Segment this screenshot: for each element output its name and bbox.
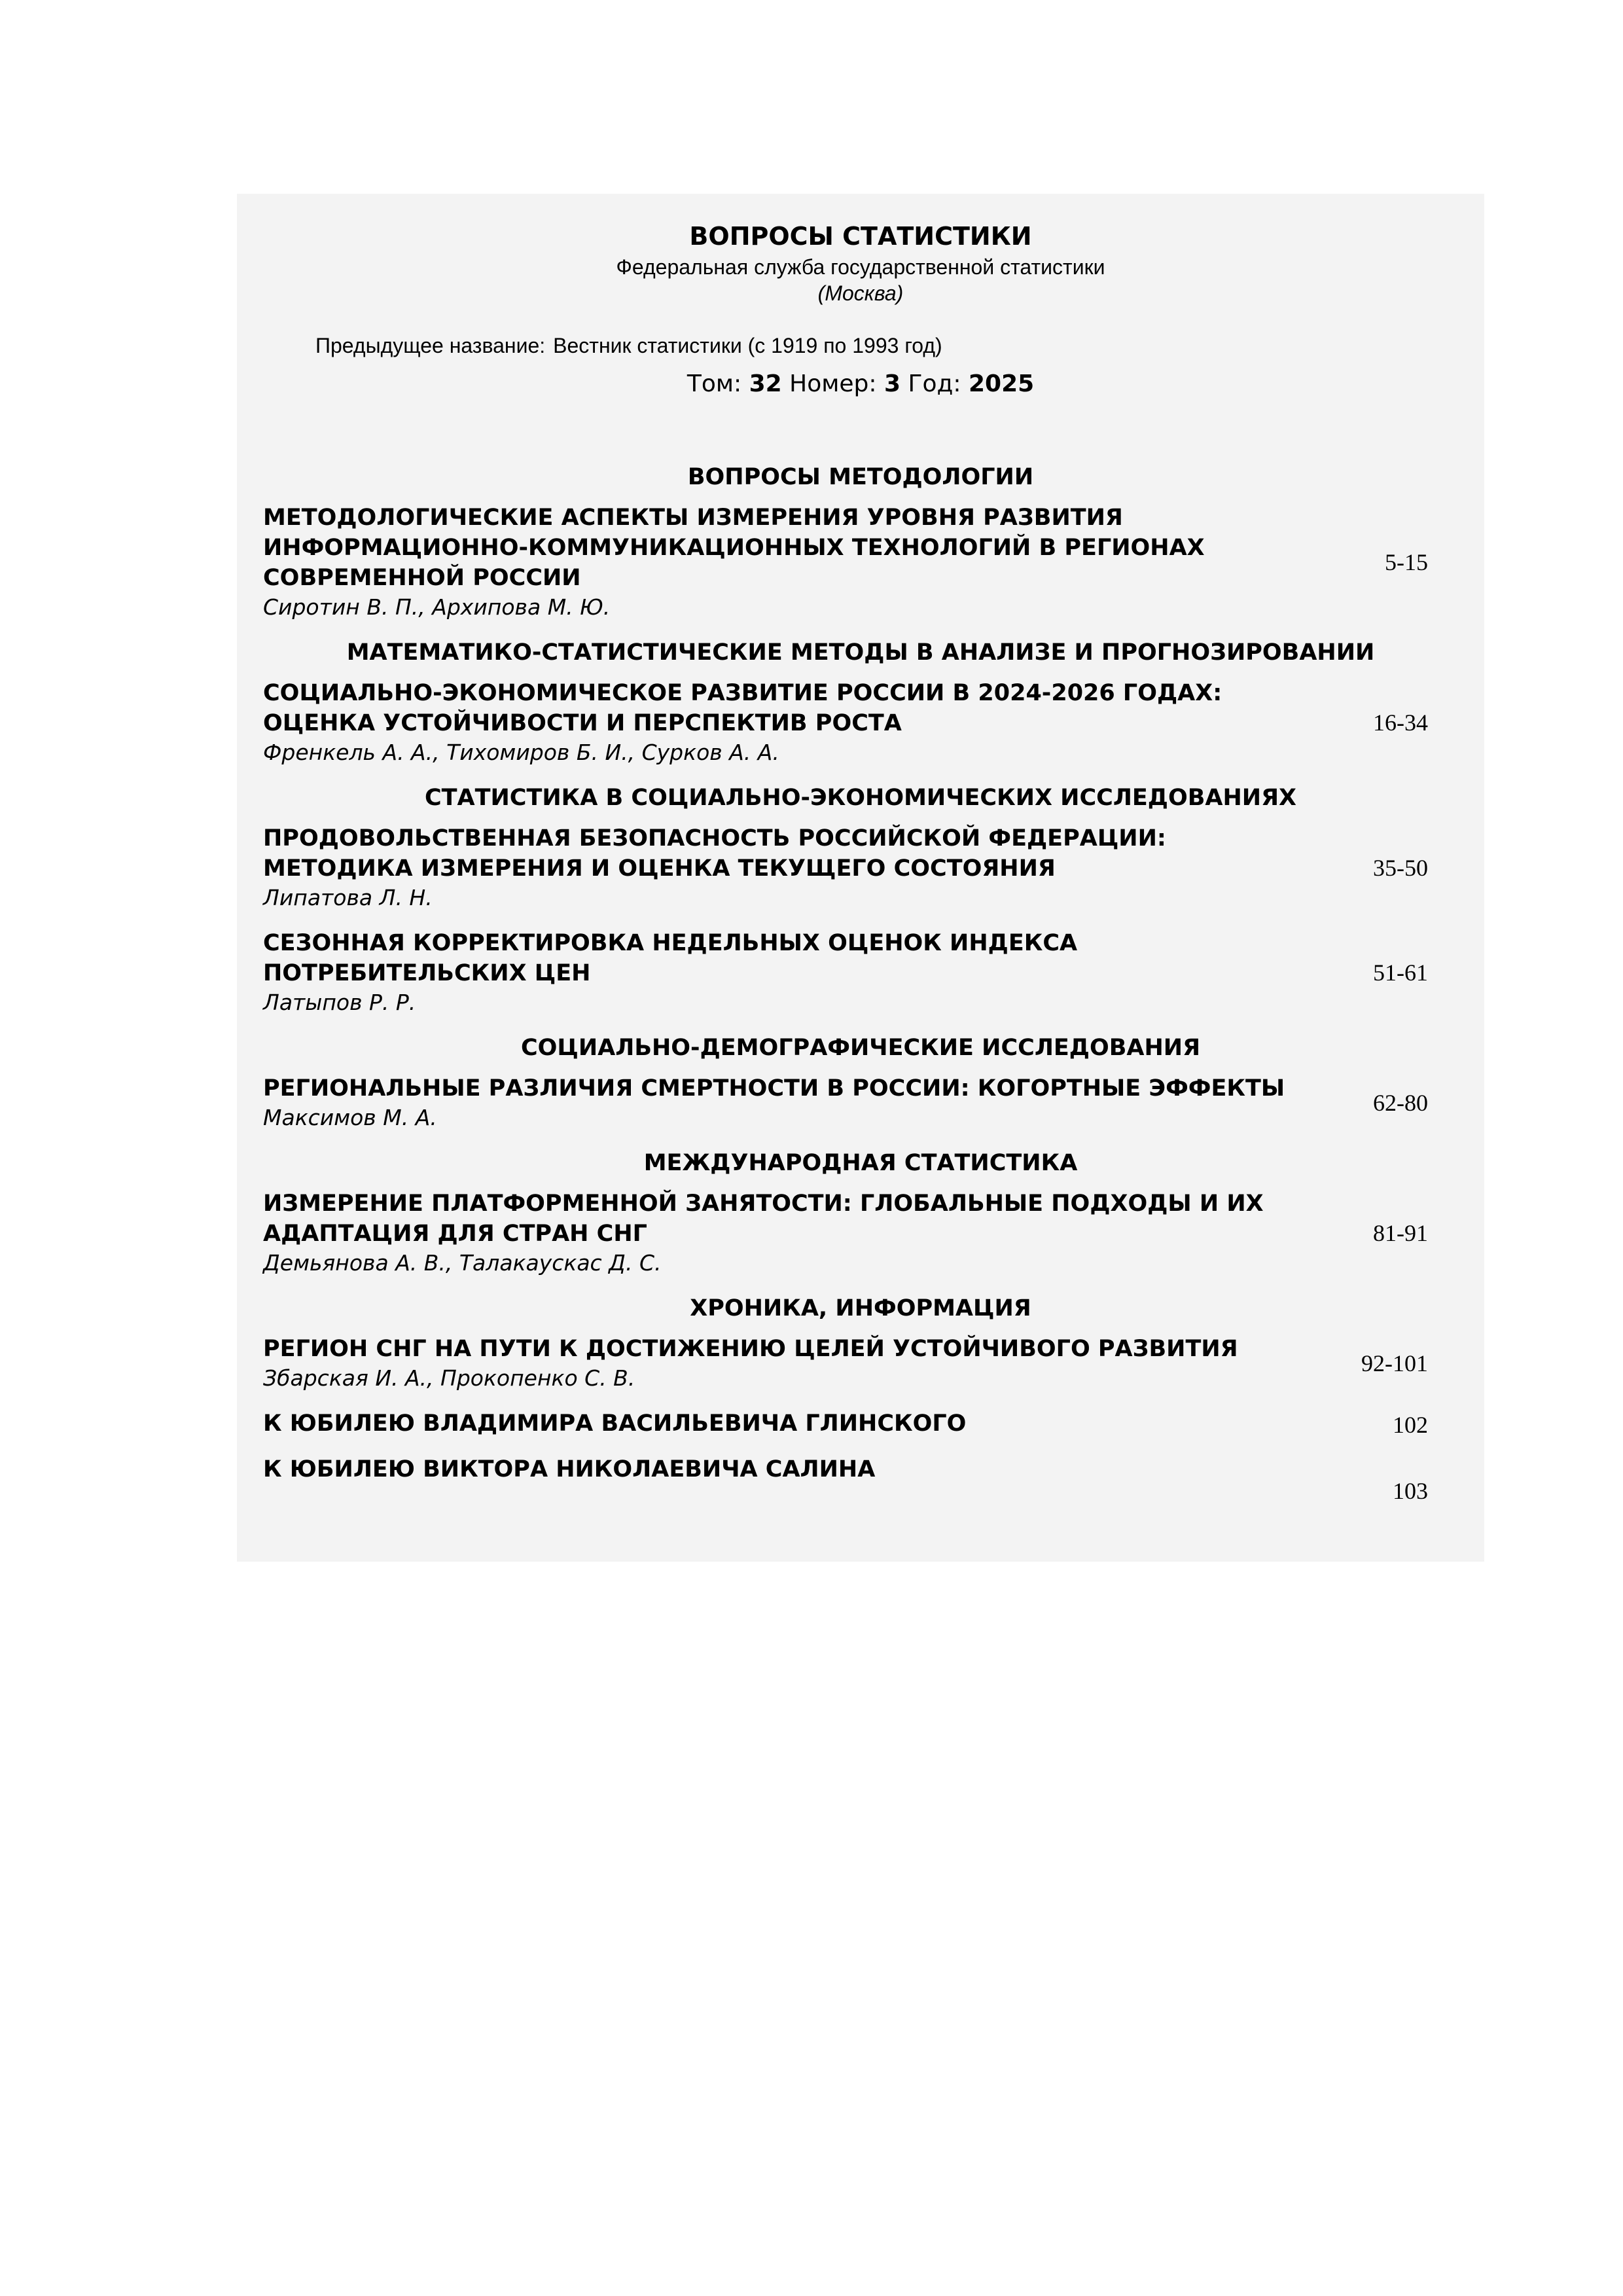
previous-name-label: Предыдущее название:	[315, 334, 546, 357]
previous-name	[315, 332, 942, 359]
section-heading: ХРОНИКА, ИНФОРМАЦИЯ	[690, 1295, 1031, 1321]
toc-entry[interactable]	[263, 1334, 1458, 1393]
article-pages: 51-61	[1373, 960, 1428, 986]
article-title[interactable]: ПРОДОВОЛЬСТВЕННАЯ БЕЗОПАСНОСТЬ РОССИЙСКОЙ ФЕДЕРАЦИИ: МЕТОДИКА ИЗМЕРЕНИЯ И ОЦЕНКА ТЕКУЩЕГО СОСТОЯНИЯ	[263, 825, 1166, 882]
article-authors: Максимов М. А.	[263, 1105, 437, 1130]
article-pages: 103	[1393, 1478, 1428, 1504]
toc-entry[interactable]	[263, 1408, 1458, 1439]
toc-entry[interactable]	[263, 503, 1458, 622]
journal-contents-panel	[237, 194, 1484, 1562]
article-pages: 102	[1393, 1412, 1428, 1439]
article-authors: Френкель А. А., Тихомиров Б. И., Сурков А. А.	[263, 740, 779, 765]
article-authors: Латыпов Р. Р.	[263, 990, 416, 1015]
section-heading: МАТЕМАТИКО-СТАТИСТИЧЕСКИЕ МЕТОДЫ В АНАЛИЗЕ И ПРОГНОЗИРОВАНИИ	[346, 639, 1375, 666]
year-value: 2025	[968, 370, 1035, 397]
toc-entry[interactable]	[263, 928, 1458, 1017]
publisher-city: (Москва)	[817, 281, 904, 305]
previous-name-value: Вестник статистики (с 1919 по 1993 год)	[553, 334, 942, 357]
article-pages: 62-80	[1373, 1090, 1428, 1116]
toc-entry[interactable]	[263, 678, 1458, 767]
publisher: Федеральная служба государственной статистики	[616, 255, 1105, 279]
article-authors: Збарская И. А., Прокопенко С. В.	[263, 1365, 635, 1391]
toc-entry[interactable]	[263, 1454, 1458, 1504]
toc-entry[interactable]	[263, 823, 1458, 912]
section-heading: СТАТИСТИКА В СОЦИАЛЬНО-ЭКОНОМИЧЕСКИХ ИССЛЕДОВАНИЯХ	[424, 785, 1297, 811]
article-title[interactable]: ИЗМЕРЕНИЕ ПЛАТФОРМЕННОЙ ЗАНЯТОСТИ: ГЛОБАЛЬНЫЕ ПОДХОДЫ И ИХ АДАПТАЦИЯ ДЛЯ СТРАН СНГ	[263, 1191, 1264, 1247]
article-title[interactable]: РЕГИОНАЛЬНЫЕ РАЗЛИЧИЯ СМЕРТНОСТИ В РОССИИ: КОГОРТНЫЕ ЭФФЕКТЫ	[263, 1075, 1285, 1102]
table-of-contents	[263, 462, 1458, 1504]
article-authors: Демьянова А. В., Талакаускас Д. С.	[263, 1250, 662, 1276]
article-pages: 16-34	[1373, 709, 1428, 736]
article-authors: Липатова Л. Н.	[263, 885, 433, 910]
article-title[interactable]: К ЮБИЛЕЮ ВИКТОРА НИКОЛАЕВИЧА САЛИНА	[263, 1456, 876, 1482]
issue-info	[237, 369, 1484, 399]
number-label: Номер:	[789, 370, 877, 397]
section-heading: СОЦИАЛЬНО-ДЕМОГРАФИЧЕСКИЕ ИССЛЕДОВАНИЯ	[520, 1035, 1201, 1061]
volume-value: 32	[749, 370, 782, 397]
article-title[interactable]: МЕТОДОЛОГИЧЕСКИЕ АСПЕКТЫ ИЗМЕРЕНИЯ УРОВНЯ РАЗВИТИЯ ИНФОРМАЦИОННО-КОММУНИКАЦИОННЫХ ТЕХНОЛОГИЙ В РЕГИОНАХ СОВРЕМЕННОЙ РОССИИ	[263, 505, 1205, 591]
journal-title: ВОПРОСЫ СТАТИСТИКИ	[689, 222, 1032, 251]
year-label: Год:	[908, 370, 961, 397]
volume-label: Том:	[687, 370, 742, 397]
number-value: 3	[884, 370, 901, 397]
section-heading: ВОПРОСЫ МЕТОДОЛОГИИ	[687, 464, 1034, 490]
article-title[interactable]: РЕГИОН СНГ НА ПУТИ К ДОСТИЖЕНИЮ ЦЕЛЕЙ УСТОЙЧИВОГО РАЗВИТИЯ	[263, 1336, 1238, 1362]
article-pages: 35-50	[1373, 855, 1428, 881]
article-title[interactable]: СОЦИАЛЬНО-ЭКОНОМИЧЕСКОЕ РАЗВИТИЕ РОССИИ В 2024-2026 ГОДАХ: ОЦЕНКА УСТОЙЧИВОСТИ И ПЕРСПЕКТИВ РОСТА	[263, 680, 1222, 736]
article-pages: 5-15	[1385, 549, 1428, 575]
article-authors: Сиротин В. П., Архипова М. Ю.	[263, 594, 611, 620]
toc-entry[interactable]	[263, 1189, 1458, 1278]
section-heading: МЕЖДУНАРОДНАЯ СТАТИСТИКА	[643, 1150, 1078, 1176]
article-title[interactable]: К ЮБИЛЕЮ ВЛАДИМИРА ВАСИЛЬЕВИЧА ГЛИНСКОГО	[263, 1410, 967, 1437]
article-title[interactable]: СЕЗОННАЯ КОРРЕКТИРОВКА НЕДЕЛЬНЫХ ОЦЕНОК ИНДЕКСА ПОТРЕБИТЕЛЬСКИХ ЦЕН	[263, 930, 1078, 986]
article-pages: 92-101	[1361, 1350, 1428, 1376]
article-pages: 81-91	[1373, 1220, 1428, 1246]
toc-entry[interactable]	[263, 1073, 1458, 1132]
